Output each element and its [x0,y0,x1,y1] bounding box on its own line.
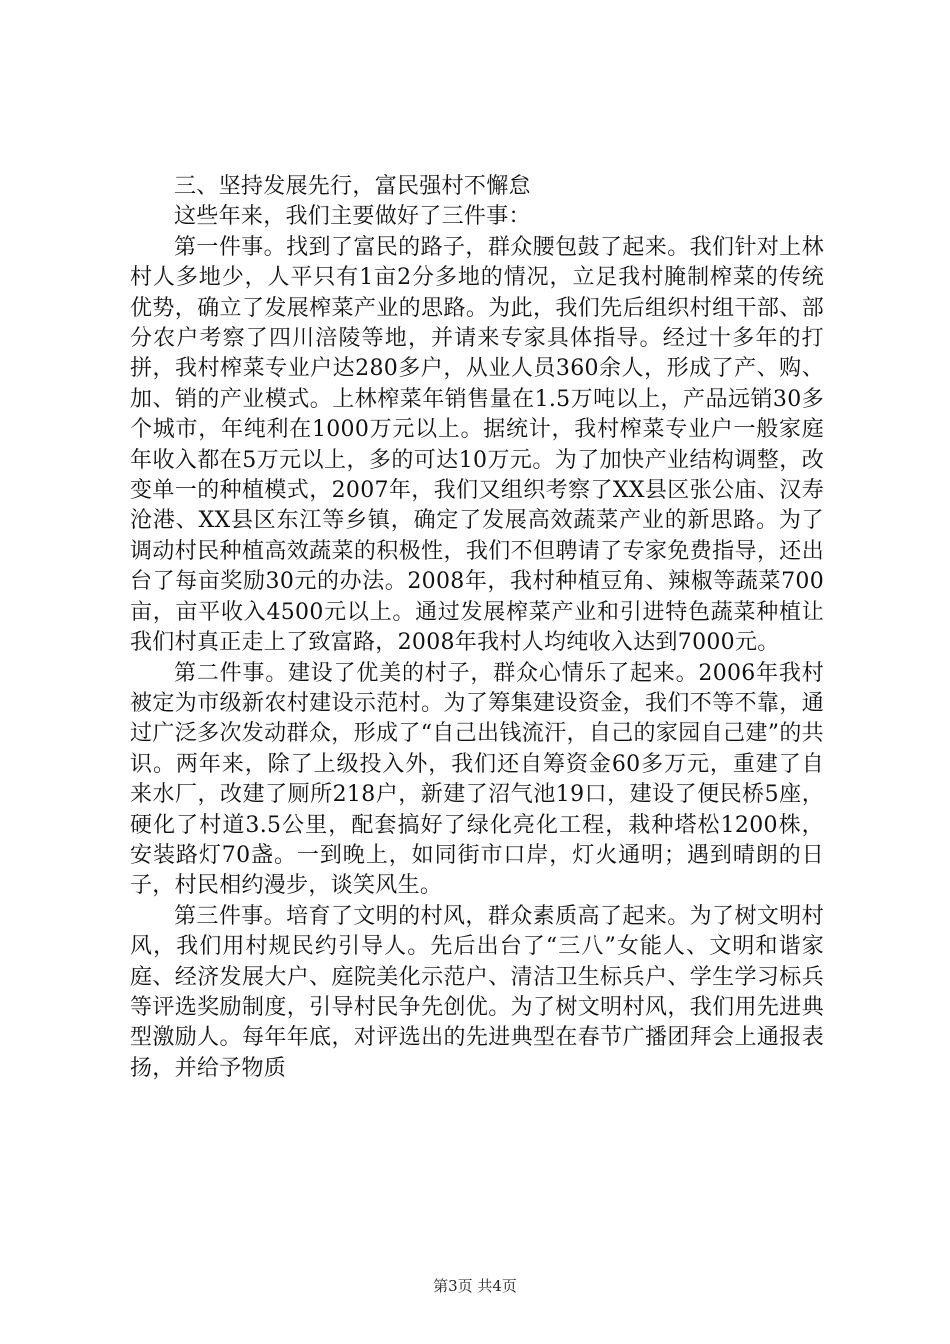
section-heading: 三、坚持发展先行，富民强村不懈怠 [174,174,531,199]
paragraph-intro: 这些年来，我们主要做好了三件事： [174,204,531,230]
paragraph-third-item: 第三件事。培育了文明的村风，群众素质高了起来。为了树文明村风，我们用村规民约引导人。先后出台了“三八”女能人、文明和谐家庭、经济发展大户、庭院美化示范户、清洁卫生标兵户、学生学习标兵等评选奖励制度，引导村民争先创优。为了树文明村风，我们用先进典型激励人。每年年底，对评选出的先进典型在春节广播团拜会上通报表扬，并给予物质 [130,903,824,1081]
page-footer: 第3页 共4页 [433,1277,517,1295]
paragraph-first-item: 第一件事。找到了富民的路子，群众腰包鼓了起来。我们针对上林村人多地少，人平只有1亩2分多地的情况，立足我村腌制榨菜的传统优势，确立了发展榨菜产业的思路。为此，我们先后组织村组干部、部分农户考察了四川涪陵等地，并请来专家具体指导。经过十多年的打拼，我村榨菜专业户达280多户，从业人员360余人，形成了产、购、加、销的产业模式。上林榨菜年销售量在1.5万吨以上，产品远销30多个城市，年纯利在1000万元以上。据统计，我村榨菜专业户一般家庭年收入都在5万元以上，多的可达10万元。为了加快产业结构调整，改变单一的种植模式，2007年，我们又组织考察了XX县区张公庙、汉寿沧港、XX县区东江等乡镇，确定了发展高效蔬菜产业的新思路。为了调动村民种植高效蔬菜的积极性，我们不但聘请了专家免费指导，还出台了每亩奖励30元的办法。2008年，我村种植豆角、辣椒等蔬菜700亩，亩平收入4500元以上。通过发展榨菜产业和引进特色蔬菜种植让我们村真正走上了致富路，2008年我村人均纯收入达到7000元。 [130,234,824,656]
paragraph-second-item: 第二件事。建设了优美的村子，群众心情乐了起来。2006年我村被定为市级新农村建设示范村。为了筹集建设资金，我们不等不靠，通过广泛多次发动群众，形成了“自己出钱流汗，自己的家园自己建”的共识。两年来，除了上级投入外，我们还自筹资金60多万元，重建了自来水厂，改建了厕所218户，新建了沼气池19口，建设了便民桥5座，硬化了村道3.5公里，配套搞好了绿化亮化工程，栽种塔松1200株，安装路灯70盏。一到晚上，如同街市口岸，灯火通明；遇到晴朗的日子，村民相约漫步，谈笑风生。 [130,660,824,899]
document-body [130,172,824,1084]
